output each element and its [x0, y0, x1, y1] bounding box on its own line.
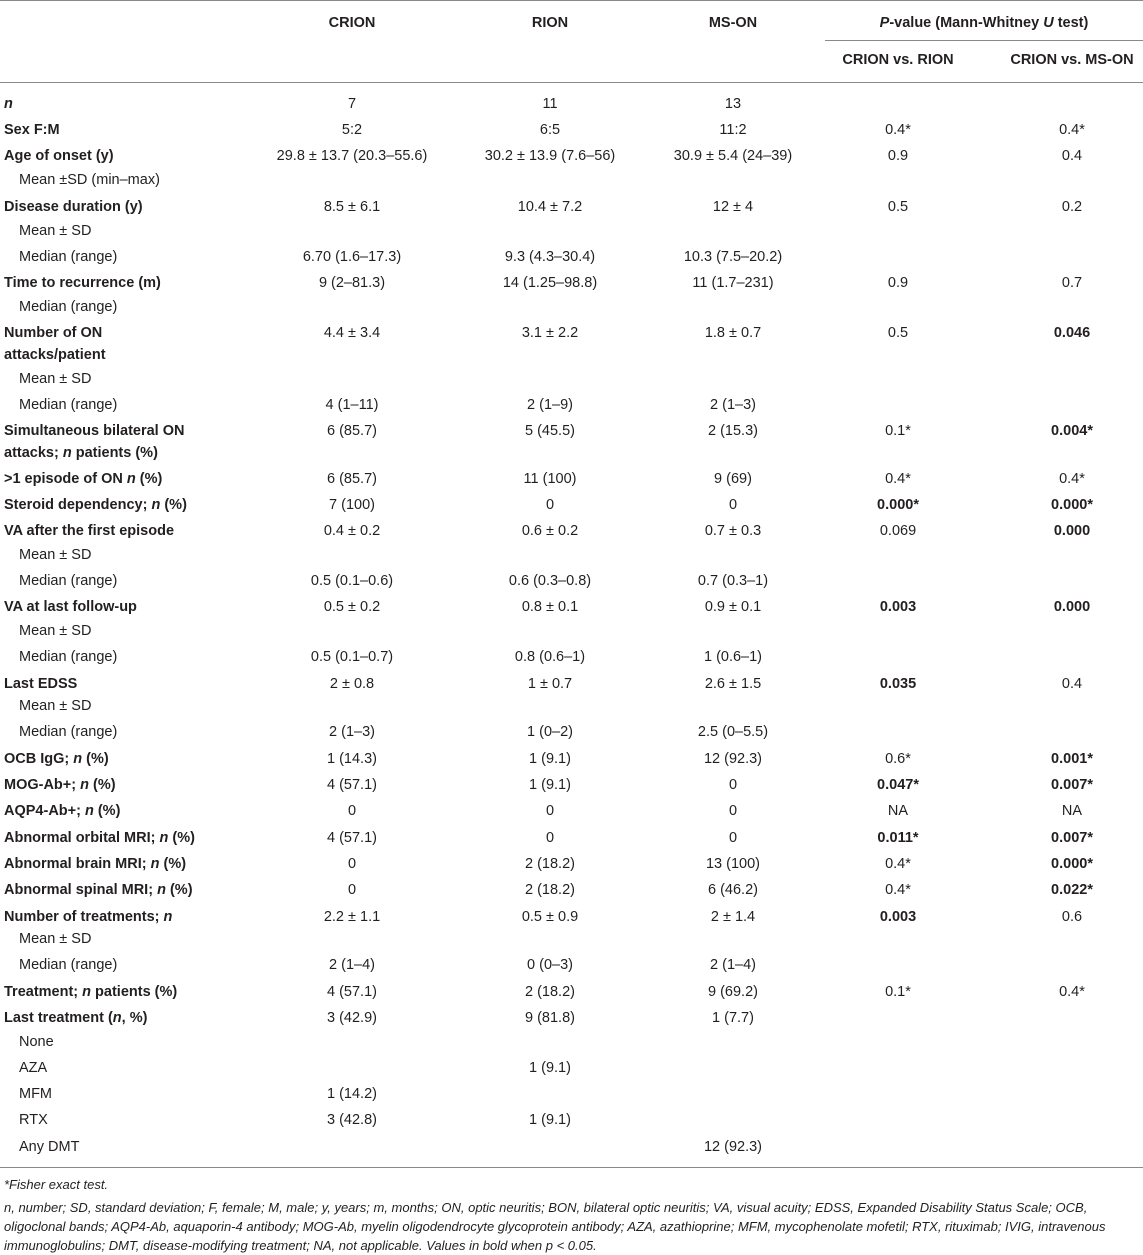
- table-cell-p1: 0.000*: [877, 497, 919, 513]
- row-label: Steroid dependency; n (%): [4, 497, 187, 513]
- table-cell-c2: 10.4 ± 7.2: [517, 199, 583, 215]
- row-label: >1 episode of ON n (%): [4, 471, 163, 487]
- table-cell-c1: 0: [347, 856, 357, 872]
- table-cell-c3: 1 (7.7): [712, 1010, 754, 1026]
- table-cell-c1: 1 (14.3): [327, 751, 377, 767]
- row-label: Median (range): [19, 299, 118, 315]
- table-cell-c2: 1 (9.1): [529, 1060, 571, 1076]
- top-rule: [0, 0, 1143, 1]
- header-rule: [0, 82, 1143, 83]
- table-cell-c2: 0 (0–3): [527, 957, 573, 973]
- table-cell-p2: 0.007*: [1051, 777, 1093, 793]
- table-cell-c1: 4 (57.1): [327, 777, 377, 793]
- row-label: Disease duration (y): [4, 199, 143, 215]
- table-cell-c3: 0.7 ± 0.3: [704, 523, 762, 539]
- row-label: Abnormal spinal MRI; n (%): [4, 882, 193, 898]
- row-label: Median (range): [19, 649, 118, 665]
- table-cell-p2: 0.4: [1061, 148, 1083, 164]
- row-label: Mean ±SD (min–max): [19, 172, 160, 188]
- row-label: Mean ± SD: [19, 931, 92, 947]
- table-cell-c3: 0.9 ± 0.1: [704, 599, 762, 615]
- table-cell-c3: 12 (92.3): [703, 751, 763, 767]
- row-label: VA after the first episode: [4, 523, 175, 539]
- row-label: Median (range): [19, 573, 118, 589]
- table-cell-p1: 0.011*: [877, 830, 919, 846]
- table-cell-p1: 0.9: [887, 148, 909, 164]
- table-cell-c1: 1 (14.2): [327, 1086, 377, 1102]
- row-label: n: [4, 96, 13, 112]
- row-label: RTX: [19, 1112, 48, 1128]
- table-cell-p1: 0.4*: [885, 122, 911, 138]
- table-cell-p2: 0.2: [1061, 199, 1083, 215]
- table-cell-c1: 0: [347, 803, 357, 819]
- table-cell-c2: 1 ± 0.7: [527, 676, 573, 692]
- table-cell-c3: 11:2: [719, 122, 747, 138]
- table-cell-p1: 0.003: [879, 909, 917, 925]
- table-cell-c1: 2 ± 0.8: [329, 676, 375, 692]
- table-cell-c2: 2 (1–9): [527, 397, 573, 413]
- table-cell-c1: 3 (42.8): [327, 1112, 377, 1128]
- table-cell-p2: 0.4*: [1059, 471, 1085, 487]
- row-label: Abnormal orbital MRI; n (%): [4, 830, 195, 846]
- table-cell-c1: 4 (1–11): [325, 397, 379, 413]
- table-cell-c2: 9 (81.8): [525, 1010, 575, 1026]
- header-crion: CRION: [328, 15, 376, 31]
- row-label: Age of onset (y): [4, 148, 114, 164]
- table-cell-c2: 0: [545, 830, 555, 846]
- table-cell-c3: 9 (69.2): [708, 984, 758, 1000]
- table-cell-p2: 0.004*: [1051, 423, 1093, 439]
- table-cell-c3: 11 (1.7–231): [692, 275, 774, 291]
- row-label: AQP4-Ab+; n (%): [4, 803, 121, 819]
- table-cell-c1: 7: [347, 96, 357, 112]
- table-cell-c3: 0.7 (0.3–1): [697, 573, 769, 589]
- bottom-rule: [0, 1167, 1143, 1168]
- table-cell-p2: 0.007*: [1051, 830, 1093, 846]
- table-cell-c3: 2.6 ± 1.5: [704, 676, 762, 692]
- row-label: Last treatment (n, %): [4, 1010, 148, 1026]
- table-cell-c2: 30.2 ± 13.9 (7.6–56): [484, 148, 616, 164]
- table-cell-c2: 0.5 ± 0.9: [521, 909, 579, 925]
- table-cell-c1: 0.5 ± 0.2: [323, 599, 381, 615]
- row-label: Number of ON attacks/patient: [4, 325, 106, 363]
- row-label: Mean ± SD: [19, 371, 92, 387]
- table-cell-c2: 0.8 (0.6–1): [514, 649, 586, 665]
- table-cell-p1: 0.5: [887, 199, 909, 215]
- row-label: Treatment; n patients (%): [4, 984, 178, 1000]
- table-cell-p1: 0.1*: [885, 984, 911, 1000]
- table-cell-c3: 0: [728, 803, 738, 819]
- table-cell-p2: 0.000*: [1051, 856, 1093, 872]
- table-cell-p1: 0.9: [887, 275, 909, 291]
- row-label: Last EDSS: [4, 676, 78, 692]
- table-cell-c3: 2 (15.3): [708, 423, 758, 439]
- table-cell-c2: 14 (1.25–98.8): [502, 275, 598, 291]
- table-cell-c3: 1 (0.6–1): [703, 649, 763, 665]
- table-cell-p1: NA: [887, 803, 909, 819]
- table-cell-c2: 0.6 (0.3–0.8): [508, 573, 592, 589]
- row-label: Median (range): [19, 957, 118, 973]
- table-cell-p2: 0.6: [1061, 909, 1083, 925]
- header-pvalue-group: P-value (Mann-Whitney U test): [879, 15, 1089, 31]
- table-cell-c1: 0.5 (0.1–0.7): [310, 649, 394, 665]
- table-cell-c2: 0.6 ± 0.2: [521, 523, 579, 539]
- table-cell-p1: 0.069: [879, 523, 917, 539]
- row-label: Time to recurrence (m): [4, 275, 161, 291]
- row-label: Abnormal brain MRI; n (%): [4, 856, 187, 872]
- table-cell-p2: 0.7: [1061, 275, 1083, 291]
- table-cell-c1: 8.5 ± 6.1: [323, 199, 381, 215]
- header-ms-on: MS-ON: [708, 15, 758, 31]
- header-subrule: [825, 40, 1143, 41]
- table-cell-p2: 0.000*: [1051, 497, 1093, 513]
- table-cell-p2: 0.046: [1053, 325, 1091, 341]
- table-cell-c1: 4.4 ± 3.4: [323, 325, 381, 341]
- table-cell-c3: 10.3 (7.5–20.2): [683, 249, 783, 265]
- table-cell-c2: 6:5: [539, 122, 561, 138]
- row-label: Mean ± SD: [19, 547, 92, 563]
- row-label: Mean ± SD: [19, 623, 92, 639]
- table-cell-c1: 9 (2–81.3): [318, 275, 386, 291]
- row-label: Number of treatments; n: [4, 909, 173, 925]
- row-label: MOG-Ab+; n (%): [4, 777, 116, 793]
- table-cell-c1: 3 (42.9): [327, 1010, 377, 1026]
- footnote-abbreviations: n, number; SD, standard deviation; F, female; M, male; y, years; m, months; ON, optic neuritis; BON, bilateral optic neuritis; VA, visual acuity; EDSS, Expanded Disability Status Scale; OCB, oligoclonal bands; AQP4-Ab, aquaporin-4 antibody; MOG-Ab, myelin oligodendrocyte glycoprotein antibody; AZA, azathioprine; MFM, mycophenolate mofetil; RTX, rituximab; IVIG, intravenous immunoglobulins; DMT, disease-modifying treatment; NA, not applicable. Values in bold when p < 0.05.: [4, 1200, 1106, 1253]
- row-label: MFM: [19, 1086, 53, 1102]
- row-label: None: [19, 1034, 54, 1050]
- table-cell-c3: 13 (100): [705, 856, 761, 872]
- table-cell-p2: 0.4*: [1059, 984, 1085, 1000]
- table-cell-c1: 0.5 (0.1–0.6): [310, 573, 394, 589]
- table-cell-p1: 0.4*: [885, 471, 911, 487]
- header-crion-vs-rion: CRION vs. RION: [842, 52, 954, 68]
- table-cell-c3: 12 ± 4: [712, 199, 754, 215]
- table-cell-p1: 0.047*: [877, 777, 919, 793]
- row-label: Median (range): [19, 249, 118, 265]
- header-crion-vs-ms-on: CRION vs. MS-ON: [1010, 52, 1134, 68]
- row-label: Any DMT: [19, 1139, 80, 1155]
- table-cell-c3: 1.8 ± 0.7: [704, 325, 762, 341]
- table-cell-c1: 4 (57.1): [327, 984, 377, 1000]
- table-cell-p1: 0.6*: [885, 751, 911, 767]
- table-cell-c2: 1 (0–2): [527, 724, 573, 740]
- table-cell-c3: 9 (69): [714, 471, 752, 487]
- table-cell-c1: 2 (1–3): [329, 724, 375, 740]
- table-cell-c2: 0: [545, 803, 555, 819]
- table-cell-p1: 0.003: [879, 599, 917, 615]
- table-cell-c1: 6 (85.7): [327, 423, 377, 439]
- table-cell-c3: 2.5 (0–5.5): [697, 724, 769, 740]
- table-cell-c2: 2 (18.2): [525, 882, 575, 898]
- table-cell-c1: 7 (100): [329, 497, 375, 513]
- table-cell-c2: 0.8 ± 0.1: [521, 599, 579, 615]
- table-cell-c1: 2.2 ± 1.1: [323, 909, 381, 925]
- table-cell-c2: 1 (9.1): [529, 777, 571, 793]
- table-cell-p2: 0.4: [1061, 676, 1083, 692]
- table-cell-c3: 2 ± 1.4: [710, 909, 756, 925]
- table-cell-p2: 0.4*: [1059, 122, 1085, 138]
- header-rion: RION: [531, 15, 569, 31]
- table-cell-p2: 0.000: [1053, 599, 1091, 615]
- table-cell-c1: 4 (57.1): [327, 830, 377, 846]
- table-cell-p2: 0.000: [1053, 523, 1091, 539]
- row-label: Median (range): [19, 397, 118, 413]
- table-cell-c2: 1 (9.1): [529, 1112, 571, 1128]
- table-cell-p1: 0.035: [879, 676, 917, 692]
- table-cell-p2: NA: [1061, 803, 1083, 819]
- row-label: VA at last follow-up: [4, 599, 137, 615]
- table-cell-c2: 9.3 (4.3–30.4): [504, 249, 596, 265]
- table-cell-c1: 6.70 (1.6–17.3): [302, 249, 402, 265]
- table-cell-c3: 0: [728, 497, 738, 513]
- row-label: Mean ± SD: [19, 698, 92, 714]
- table-cell-c3: 13: [724, 96, 742, 112]
- table-cell-c1: 0.4 ± 0.2: [323, 523, 381, 539]
- table-cell-c2: 2 (18.2): [525, 856, 575, 872]
- table-cell-c1: 6 (85.7): [327, 471, 377, 487]
- table-cell-c3: 2 (1–4): [710, 957, 756, 973]
- table-cell-p1: 0.5: [887, 325, 909, 341]
- table-cell-c3: 2 (1–3): [710, 397, 756, 413]
- footnote-fisher: *Fisher exact test.: [4, 1177, 109, 1192]
- table-cell-c2: 5 (45.5): [525, 423, 575, 439]
- table-cell-c2: 11 (100): [523, 471, 577, 487]
- row-label: Mean ± SD: [19, 223, 92, 239]
- row-label: Simultaneous bilateral ON attacks; n patients (%): [4, 423, 185, 461]
- table-cell-c1: 5:2: [341, 122, 363, 138]
- table-cell-c2: 2 (18.2): [525, 984, 575, 1000]
- table-cell-c1: 0: [347, 882, 357, 898]
- table-cell-c2: 11: [542, 96, 558, 112]
- table-cell-c1: 29.8 ± 13.7 (20.3–55.6): [276, 148, 428, 164]
- row-label: Median (range): [19, 724, 118, 740]
- row-label: AZA: [19, 1060, 48, 1076]
- table-cell-c3: 6 (46.2): [708, 882, 758, 898]
- table-cell-c3: 30.9 ± 5.4 (24–39): [673, 148, 793, 164]
- table-cell-p1: 0.4*: [885, 882, 911, 898]
- row-label: Sex F:M: [4, 122, 60, 138]
- table-cell-c3: 12 (92.3): [703, 1139, 763, 1155]
- table-cell-p2: 0.001*: [1051, 751, 1093, 767]
- table-cell-c2: 3.1 ± 2.2: [521, 325, 579, 341]
- table-cell-c3: 0: [728, 777, 738, 793]
- table-cell-p2: 0.022*: [1051, 882, 1093, 898]
- table-cell-c2: 0: [545, 497, 555, 513]
- row-label: OCB IgG; n (%): [4, 751, 109, 767]
- table-cell-p1: 0.4*: [885, 856, 911, 872]
- table-cell-c1: 2 (1–4): [329, 957, 375, 973]
- table-cell-p1: 0.1*: [885, 423, 911, 439]
- table-cell-c3: 0: [728, 830, 738, 846]
- table-cell-c2: 1 (9.1): [529, 751, 571, 767]
